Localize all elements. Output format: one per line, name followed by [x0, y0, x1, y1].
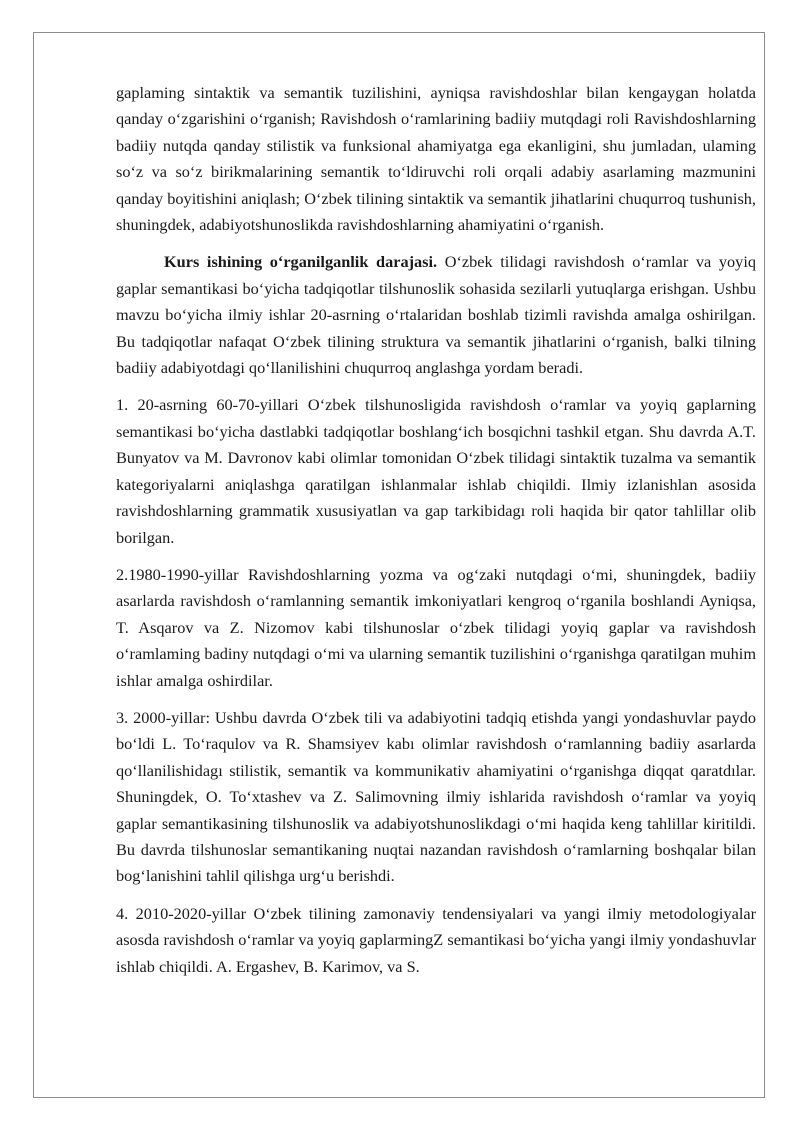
paragraph-period-4: 4. 2010-2020-yillar O‘zbek tilining zamonaviy tendensiyalari va yangi ilmiy metodologiyalar asosda ravishdosh o‘ramlar va yoyiq gaplarmingZ semantikasi bo‘yicha yangi ilmiy yondashuvlar ishlab chiqildi. A. Ergashev, B. Karimov, va S. — [116, 903, 756, 976]
paragraph-period-2: 2.1980-1990-yillar Ravishdoshlarning yozma va og‘zaki nutqdagi o‘mi, shuningdek, badiiy asarlarda ravishdosh o‘ramlanning semantik imkoniyatlari kengroq o‘rganila boshlandi Ayniqsa, T. Asqarov va Z. Nizomov kabi tilshunoslar o‘zbek tilidagi yoyiq gaplar va ravishdosh o‘ramlaming badiny nutqdagi o‘mi va ularning semantik tuzilishini o‘rganishga qaratilgan muhim ishlar amalga oshirdilar. — [116, 564, 756, 690]
paragraph-text: O‘zbek tilidagi ravishdosh o‘ramlar va yoyiq gaplar semantikasi bo‘yicha tadqiqotlar tilshunoslik sohasida sezilarli yutuqlarga erishgan. Ushbu mavzu bo‘yicha ilmiy ishlar 20-asrning o‘rtalaridan boshlab tizimli ravishda amalga oshirilgan. Bu tadqiqotlar nafaqat O‘zbek tilining struktura va semantik jihatlarini o‘rganish, balki tilning badiiy adabiyotdagi qo‘llanilishini chuqurroq anglashga yordam beradi. — [116, 252, 756, 378]
paragraph-study-level — [116, 249, 756, 381]
section-heading: Kurs ishining o‘rganilganlik darajasi. — [164, 252, 438, 272]
paragraph-period-1: 1. 20-asrning 60-70-yillari O‘zbek tilshunosligida ravishdosh o‘ramlar va yoyiq gaplarning semantikasi bo‘yicha dastlabki tadqiqotlar boshlang‘ich bosqichni tashkil etgan. Shu davrda A.T. Bunyatov va M. Davronov kabi olimlar tomonidan O‘zbek tilidagi sintaktik tuzalma va semantik kategoriyalarni aniqlashga qaratilgan ishlanmalar ishlab chiqildi. Ilmiy izlanishlan asosida ravishdoshlarning grammatik xususiyatlan va gap tarkibidagı roli haqida bir qator tahlillar olib borilgan. — [116, 395, 756, 547]
document-body — [116, 80, 756, 991]
paragraph-objectives: gaplaming sintaktik va semantik tuzilishini, ayniqsa ravishdoshlar bilan kengaygan holatda qanday o‘zgarishini o‘rganish; Ravishdosh o‘ramlarining badiiy mutqdagi roli Ravishdoshlarning badiiy nutqda qanday stilistik va funksional ahamiyatga ega ekanligini, shu jumladan, ulaming so‘z va so‘z birikmalarining semantik to‘ldiruvchi roli orqali adabiy asarlaming mazmunini qanday boyitishini aniqlash; O‘zbek tilining sintaktik va semantik jihatlarini chuqurroq tushunish, shuningdek, adabiyotshunoslikda ravishdoshlarning ahamiyatini o‘rganish. — [116, 83, 756, 235]
paragraph-period-3: 3. 2000-yillar: Ushbu davrda O‘zbek tili va adabiyotini tadqiq etishda yangi yondashuvlar paydo bo‘ldi L. To‘raqulov va R. Shamsiyev kabı olimlar ravishdosh o‘ramlanning badiiy asarlarda qo‘llanilishidagı stilistik, semantik va kommunikativ ahamiyatini o‘rganishga diqqat qaratdılar. Shuningdek, O. To‘xtashev va Z. Salimovning ilmiy ishlarida ravishdosh o‘ramlar va yoyiq gaplar semantikasining tilshunoslik va adabiyotshunoslikdagi o‘mi haqida keng tahlillar kiritildi. Bu davrda tilshunoslar semantikaning nuqtai nazandan ravishdosh o‘ramlarning boshqalar bilan bog‘lanishini tahlil qilishga urg‘u berishdi. — [116, 707, 756, 886]
